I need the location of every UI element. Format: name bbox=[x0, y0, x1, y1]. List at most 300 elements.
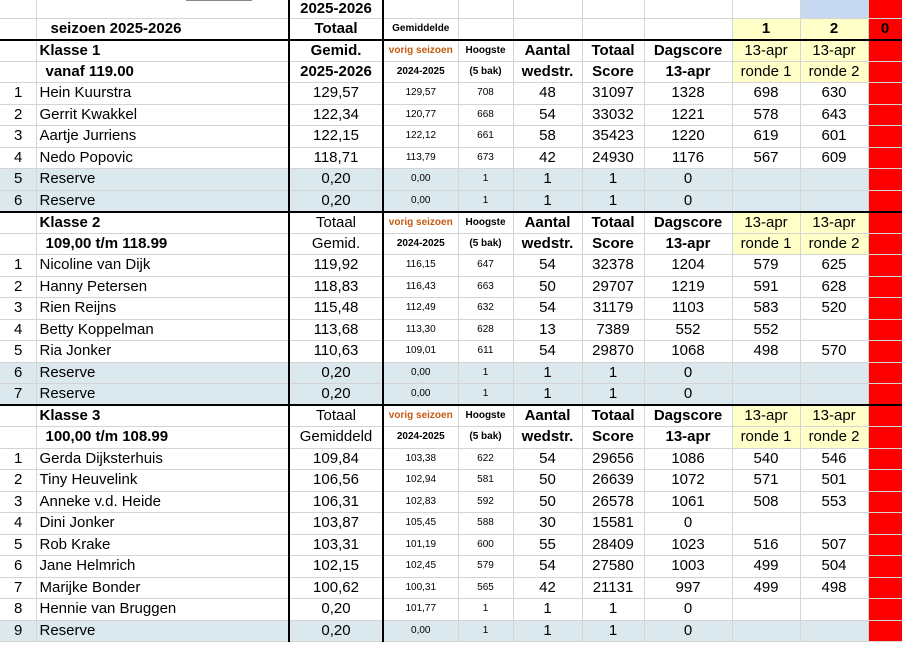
red-cell[interactable] bbox=[868, 298, 902, 320]
highest-cell[interactable]: 611 bbox=[458, 341, 513, 363]
red-cell[interactable] bbox=[868, 147, 902, 169]
rank-cell[interactable]: 5 bbox=[0, 341, 36, 363]
round-1-score-cell[interactable]: 698 bbox=[732, 83, 800, 105]
index-cell[interactable] bbox=[0, 233, 36, 255]
red-cell[interactable] bbox=[868, 126, 902, 148]
round-1-score-cell[interactable]: 619 bbox=[732, 126, 800, 148]
season-top-cell[interactable]: 2025-2026 bbox=[289, 0, 383, 18]
round-2-date-cell[interactable]: 13-apr bbox=[800, 40, 868, 62]
round-2-score-cell[interactable]: 628 bbox=[800, 276, 868, 298]
games-cell[interactable]: 30 bbox=[513, 513, 582, 535]
score-cell[interactable]: Score bbox=[582, 427, 644, 449]
rank-cell[interactable]: 1 bbox=[0, 255, 36, 277]
games-cell[interactable]: 55 bbox=[513, 534, 582, 556]
total-score-cell[interactable]: 1 bbox=[582, 599, 644, 621]
games-cell[interactable]: 50 bbox=[513, 491, 582, 513]
totaal-cell[interactable]: Totaal bbox=[582, 40, 644, 62]
red-cell[interactable] bbox=[868, 513, 902, 535]
day-score-cell[interactable]: 1221 bbox=[644, 104, 732, 126]
hoogste-cell[interactable]: Hoogste bbox=[458, 405, 513, 427]
day-score-cell[interactable]: 1072 bbox=[644, 470, 732, 492]
red-cell[interactable] bbox=[868, 61, 902, 83]
round-1-label-cell[interactable]: ronde 1 bbox=[732, 427, 800, 449]
round-1-score-cell[interactable]: 540 bbox=[732, 448, 800, 470]
red-cell[interactable] bbox=[868, 362, 902, 384]
total-score-cell[interactable]: 29707 bbox=[582, 276, 644, 298]
games-cell[interactable]: 1 bbox=[513, 599, 582, 621]
day-score-cell[interactable]: 1176 bbox=[644, 147, 732, 169]
games-cell[interactable]: 42 bbox=[513, 147, 582, 169]
total-score-cell[interactable]: 33032 bbox=[582, 104, 644, 126]
player-name-cell[interactable]: Gerrit Kwakkel bbox=[36, 104, 289, 126]
totaal-header-cell[interactable]: Totaal bbox=[289, 18, 383, 40]
round-1-score-cell[interactable]: 579 bbox=[732, 255, 800, 277]
total-score-cell[interactable]: 26578 bbox=[582, 491, 644, 513]
previous-average-cell[interactable]: 109,01 bbox=[383, 341, 458, 363]
player-name-cell[interactable]: Gerda Dijksterhuis bbox=[36, 448, 289, 470]
highest-cell[interactable]: 668 bbox=[458, 104, 513, 126]
col-a-bottom-cell[interactable]: Gemiddeld bbox=[289, 427, 383, 449]
day-score-cell[interactable]: 0 bbox=[644, 513, 732, 535]
bak-cell[interactable]: (5 bak) bbox=[458, 427, 513, 449]
totaal-cell[interactable]: Totaal bbox=[582, 405, 644, 427]
class-title-cell[interactable]: Klasse 2 bbox=[36, 212, 289, 234]
red-cell[interactable] bbox=[868, 319, 902, 341]
hoogste-cell[interactable]: Hoogste bbox=[458, 40, 513, 62]
round-1-score-cell[interactable]: 499 bbox=[732, 556, 800, 578]
average-cell[interactable]: 122,34 bbox=[289, 104, 383, 126]
average-cell[interactable]: 118,71 bbox=[289, 147, 383, 169]
highest-cell[interactable]: 708 bbox=[458, 83, 513, 105]
player-name-cell[interactable]: Hein Kuurstra bbox=[36, 83, 289, 105]
day-score-cell[interactable]: 0 bbox=[644, 362, 732, 384]
round-2-number-cell[interactable]: 2 bbox=[800, 18, 868, 40]
rank-cell[interactable]: 2 bbox=[0, 276, 36, 298]
average-cell[interactable]: 113,68 bbox=[289, 319, 383, 341]
player-name-cell[interactable]: Ria Jonker bbox=[36, 341, 289, 363]
rank-cell[interactable]: 1 bbox=[0, 83, 36, 105]
red-cell[interactable] bbox=[868, 233, 902, 255]
round-1-score-cell[interactable] bbox=[732, 169, 800, 191]
previous-average-cell[interactable]: 102,45 bbox=[383, 556, 458, 578]
previous-average-cell[interactable]: 116,43 bbox=[383, 276, 458, 298]
average-cell[interactable]: 0,20 bbox=[289, 384, 383, 406]
red-cell[interactable] bbox=[868, 169, 902, 191]
dagscore-cell[interactable]: Dagscore bbox=[644, 40, 732, 62]
index-cell[interactable] bbox=[0, 61, 36, 83]
average-cell[interactable]: 106,31 bbox=[289, 491, 383, 513]
player-name-cell[interactable]: Rob Krake bbox=[36, 534, 289, 556]
red-cell[interactable] bbox=[868, 341, 902, 363]
highest-cell[interactable]: 647 bbox=[458, 255, 513, 277]
previous-average-cell[interactable]: 0,00 bbox=[383, 169, 458, 191]
round-1-score-cell[interactable]: 508 bbox=[732, 491, 800, 513]
highest-cell[interactable]: 673 bbox=[458, 147, 513, 169]
round-1-score-cell[interactable]: 578 bbox=[732, 104, 800, 126]
player-name-cell[interactable]: Rien Reijns bbox=[36, 298, 289, 320]
player-name-cell[interactable]: Hanny Petersen bbox=[36, 276, 289, 298]
season-label-cell[interactable]: seizoen 2025-2026 bbox=[36, 18, 289, 40]
rank-cell[interactable]: 6 bbox=[0, 556, 36, 578]
round-2-score-cell[interactable] bbox=[800, 384, 868, 406]
class-range-cell[interactable]: vanaf 119.00 bbox=[36, 61, 289, 83]
day-score-cell[interactable]: 1220 bbox=[644, 126, 732, 148]
previous-average-cell[interactable]: 102,94 bbox=[383, 470, 458, 492]
index-cell[interactable] bbox=[0, 427, 36, 449]
highest-cell[interactable]: 1 bbox=[458, 384, 513, 406]
average-cell[interactable]: 103,87 bbox=[289, 513, 383, 535]
red-cell[interactable] bbox=[868, 556, 902, 578]
previous-average-cell[interactable]: 112,49 bbox=[383, 298, 458, 320]
zero-cell[interactable]: 0 bbox=[868, 18, 902, 40]
red-cell[interactable] bbox=[868, 104, 902, 126]
round-1-date-cell[interactable]: 13-apr bbox=[732, 40, 800, 62]
total-score-cell[interactable]: 1 bbox=[582, 190, 644, 212]
col-a-top-cell[interactable]: Totaal bbox=[289, 212, 383, 234]
red-cell[interactable] bbox=[868, 212, 902, 234]
player-name-cell[interactable]: Hennie van Bruggen bbox=[36, 599, 289, 621]
round-2-score-cell[interactable]: 501 bbox=[800, 470, 868, 492]
day-score-cell[interactable]: 0 bbox=[644, 190, 732, 212]
previous-average-cell[interactable]: 122,12 bbox=[383, 126, 458, 148]
red-cell[interactable] bbox=[868, 190, 902, 212]
total-score-cell[interactable]: 21131 bbox=[582, 577, 644, 599]
total-score-cell[interactable]: 29870 bbox=[582, 341, 644, 363]
wedstr-cell[interactable]: wedstr. bbox=[513, 61, 582, 83]
average-cell[interactable]: 110,63 bbox=[289, 341, 383, 363]
score-cell[interactable]: Score bbox=[582, 233, 644, 255]
total-score-cell[interactable]: 31097 bbox=[582, 83, 644, 105]
highest-cell[interactable]: 622 bbox=[458, 448, 513, 470]
dagscore-cell[interactable]: Dagscore bbox=[644, 212, 732, 234]
total-score-cell[interactable]: 1 bbox=[582, 362, 644, 384]
highest-cell[interactable]: 579 bbox=[458, 556, 513, 578]
player-name-cell[interactable]: Betty Koppelman bbox=[36, 319, 289, 341]
highest-cell[interactable]: 661 bbox=[458, 126, 513, 148]
day-score-cell[interactable]: 1328 bbox=[644, 83, 732, 105]
previous-average-cell[interactable]: 101,77 bbox=[383, 599, 458, 621]
games-cell[interactable]: 42 bbox=[513, 577, 582, 599]
dag-date-cell[interactable]: 13-apr bbox=[644, 427, 732, 449]
round-1-label-cell[interactable]: ronde 1 bbox=[732, 233, 800, 255]
previous-average-cell[interactable]: 101,19 bbox=[383, 534, 458, 556]
day-score-cell[interactable]: 1204 bbox=[644, 255, 732, 277]
games-cell[interactable]: 1 bbox=[513, 384, 582, 406]
highest-cell[interactable]: 1 bbox=[458, 362, 513, 384]
player-name-cell[interactable]: Reserve bbox=[36, 169, 289, 191]
average-cell[interactable]: 102,15 bbox=[289, 556, 383, 578]
round-2-score-cell[interactable] bbox=[800, 513, 868, 535]
red-cell[interactable] bbox=[868, 448, 902, 470]
games-cell[interactable]: 54 bbox=[513, 255, 582, 277]
previous-average-cell[interactable]: 116,15 bbox=[383, 255, 458, 277]
wedstr-cell[interactable]: wedstr. bbox=[513, 233, 582, 255]
average-cell[interactable]: 0,20 bbox=[289, 599, 383, 621]
highest-cell[interactable]: 1 bbox=[458, 169, 513, 191]
rank-cell[interactable]: 4 bbox=[0, 147, 36, 169]
class-range-cell[interactable]: 100,00 t/m 108.99 bbox=[36, 427, 289, 449]
red-cell[interactable] bbox=[868, 255, 902, 277]
round-2-score-cell[interactable]: 546 bbox=[800, 448, 868, 470]
dag-date-cell[interactable]: 13-apr bbox=[644, 61, 732, 83]
round-2-score-cell[interactable]: 570 bbox=[800, 341, 868, 363]
rank-cell[interactable]: 4 bbox=[0, 513, 36, 535]
red-cell[interactable] bbox=[868, 620, 902, 642]
total-score-cell[interactable]: 7389 bbox=[582, 319, 644, 341]
games-cell[interactable]: 54 bbox=[513, 298, 582, 320]
red-cell[interactable] bbox=[868, 40, 902, 62]
previous-average-cell[interactable]: 105,45 bbox=[383, 513, 458, 535]
player-name-cell[interactable]: Reserve bbox=[36, 620, 289, 642]
player-name-cell[interactable]: Aartje Jurriens bbox=[36, 126, 289, 148]
score-cell[interactable]: Score bbox=[582, 61, 644, 83]
round-2-score-cell[interactable]: 504 bbox=[800, 556, 868, 578]
previous-average-cell[interactable]: 100,31 bbox=[383, 577, 458, 599]
games-cell[interactable]: 54 bbox=[513, 448, 582, 470]
round-2-score-cell[interactable] bbox=[800, 599, 868, 621]
round-2-date-cell[interactable]: 13-apr bbox=[800, 212, 868, 234]
games-cell[interactable]: 1 bbox=[513, 362, 582, 384]
player-name-cell[interactable]: Reserve bbox=[36, 384, 289, 406]
red-cell[interactable] bbox=[868, 534, 902, 556]
average-cell[interactable]: 109,84 bbox=[289, 448, 383, 470]
round-1-score-cell[interactable]: 499 bbox=[732, 577, 800, 599]
total-score-cell[interactable]: 27580 bbox=[582, 556, 644, 578]
dag-date-cell[interactable]: 13-apr bbox=[644, 233, 732, 255]
round-2-score-cell[interactable]: 507 bbox=[800, 534, 868, 556]
col-a-top-cell[interactable]: Totaal bbox=[289, 405, 383, 427]
red-cell[interactable] bbox=[868, 491, 902, 513]
games-cell[interactable]: 54 bbox=[513, 556, 582, 578]
player-name-cell[interactable]: Marijke Bonder bbox=[36, 577, 289, 599]
red-cell[interactable] bbox=[868, 470, 902, 492]
totaal-cell[interactable]: Totaal bbox=[582, 212, 644, 234]
col-a-bottom-cell[interactable]: 2025-2026 bbox=[289, 61, 383, 83]
day-score-cell[interactable]: 1068 bbox=[644, 341, 732, 363]
round-2-score-cell[interactable] bbox=[800, 362, 868, 384]
vorig-years-cell[interactable]: 2024-2025 bbox=[383, 427, 458, 449]
wedstr-cell[interactable]: wedstr. bbox=[513, 427, 582, 449]
round-1-score-cell[interactable] bbox=[732, 384, 800, 406]
red-cell[interactable] bbox=[868, 405, 902, 427]
rank-cell[interactable]: 2 bbox=[0, 470, 36, 492]
round-1-score-cell[interactable] bbox=[732, 362, 800, 384]
previous-average-cell[interactable]: 113,30 bbox=[383, 319, 458, 341]
red-cell[interactable] bbox=[868, 276, 902, 298]
vorig-years-cell[interactable]: 2024-2025 bbox=[383, 233, 458, 255]
highest-cell[interactable]: 1 bbox=[458, 599, 513, 621]
previous-average-cell[interactable]: 102,83 bbox=[383, 491, 458, 513]
games-cell[interactable]: 1 bbox=[513, 169, 582, 191]
day-score-cell[interactable]: 1003 bbox=[644, 556, 732, 578]
average-cell[interactable]: 129,57 bbox=[289, 83, 383, 105]
highest-cell[interactable]: 663 bbox=[458, 276, 513, 298]
previous-average-cell[interactable]: 113,79 bbox=[383, 147, 458, 169]
average-cell[interactable]: 100,62 bbox=[289, 577, 383, 599]
total-score-cell[interactable]: 1 bbox=[582, 384, 644, 406]
day-score-cell[interactable]: 1061 bbox=[644, 491, 732, 513]
total-score-cell[interactable]: 1 bbox=[582, 620, 644, 642]
day-score-cell[interactable]: 1086 bbox=[644, 448, 732, 470]
total-score-cell[interactable]: 24930 bbox=[582, 147, 644, 169]
player-name-cell[interactable]: Anneke v.d. Heide bbox=[36, 491, 289, 513]
total-score-cell[interactable]: 35423 bbox=[582, 126, 644, 148]
highest-cell[interactable]: 588 bbox=[458, 513, 513, 535]
player-name-cell[interactable]: Nedo Popovic bbox=[36, 147, 289, 169]
vorig-seizoen-cell[interactable]: vorig seizoen bbox=[383, 212, 458, 234]
highest-cell[interactable]: 592 bbox=[458, 491, 513, 513]
highest-cell[interactable]: 600 bbox=[458, 534, 513, 556]
round-2-label-cell[interactable]: ronde 2 bbox=[800, 427, 868, 449]
round-2-score-cell[interactable]: 520 bbox=[800, 298, 868, 320]
round-2-score-cell[interactable]: 630 bbox=[800, 83, 868, 105]
round-1-date-cell[interactable]: 13-apr bbox=[732, 405, 800, 427]
rank-cell[interactable]: 7 bbox=[0, 577, 36, 599]
games-cell[interactable]: 1 bbox=[513, 620, 582, 642]
day-score-cell[interactable]: 0 bbox=[644, 384, 732, 406]
vorig-seizoen-cell[interactable]: vorig seizoen bbox=[383, 40, 458, 62]
previous-average-cell[interactable]: 120,77 bbox=[383, 104, 458, 126]
day-score-cell[interactable]: 997 bbox=[644, 577, 732, 599]
highest-cell[interactable]: 628 bbox=[458, 319, 513, 341]
rank-cell[interactable]: 5 bbox=[0, 534, 36, 556]
round-1-date-cell[interactable]: 13-apr bbox=[732, 212, 800, 234]
col-a-bottom-cell[interactable]: Gemid. bbox=[289, 233, 383, 255]
rank-cell[interactable]: 6 bbox=[0, 362, 36, 384]
average-cell[interactable]: 0,20 bbox=[289, 169, 383, 191]
round-1-score-cell[interactable]: 583 bbox=[732, 298, 800, 320]
round-1-score-cell[interactable]: 571 bbox=[732, 470, 800, 492]
total-score-cell[interactable]: 29656 bbox=[582, 448, 644, 470]
rank-cell[interactable]: 4 bbox=[0, 319, 36, 341]
col-a-top-cell[interactable]: Gemid. bbox=[289, 40, 383, 62]
day-score-cell[interactable]: 1219 bbox=[644, 276, 732, 298]
round-1-score-cell[interactable] bbox=[732, 513, 800, 535]
round-1-score-cell[interactable]: 591 bbox=[732, 276, 800, 298]
previous-average-cell[interactable]: 103,38 bbox=[383, 448, 458, 470]
round-1-score-cell[interactable]: 516 bbox=[732, 534, 800, 556]
previous-average-cell[interactable]: 0,00 bbox=[383, 362, 458, 384]
class-title-cell[interactable]: Klasse 3 bbox=[36, 405, 289, 427]
previous-average-cell[interactable]: 0,00 bbox=[383, 384, 458, 406]
class-range-cell[interactable]: 109,00 t/m 118.99 bbox=[36, 233, 289, 255]
red-cell[interactable] bbox=[868, 83, 902, 105]
red-cell[interactable] bbox=[868, 577, 902, 599]
red-cell[interactable] bbox=[868, 384, 902, 406]
round-1-score-cell[interactable]: 552 bbox=[732, 319, 800, 341]
round-2-score-cell[interactable]: 625 bbox=[800, 255, 868, 277]
average-cell[interactable]: 119,92 bbox=[289, 255, 383, 277]
round-1-score-cell[interactable]: 498 bbox=[732, 341, 800, 363]
red-cell[interactable] bbox=[868, 427, 902, 449]
highest-cell[interactable]: 1 bbox=[458, 620, 513, 642]
vorig-seizoen-cell[interactable]: vorig seizoen bbox=[383, 405, 458, 427]
player-name-cell[interactable]: Jane Helmrich bbox=[36, 556, 289, 578]
total-score-cell[interactable]: 1 bbox=[582, 169, 644, 191]
average-cell[interactable]: 0,20 bbox=[289, 190, 383, 212]
total-score-cell[interactable]: 15581 bbox=[582, 513, 644, 535]
player-name-cell[interactable]: Reserve bbox=[36, 190, 289, 212]
round-2-score-cell[interactable] bbox=[800, 620, 868, 642]
index-cell[interactable] bbox=[0, 405, 36, 427]
highest-cell[interactable]: 581 bbox=[458, 470, 513, 492]
aantal-cell[interactable]: Aantal bbox=[513, 212, 582, 234]
vorig-years-cell[interactable]: 2024-2025 bbox=[383, 61, 458, 83]
round-2-score-cell[interactable] bbox=[800, 319, 868, 341]
previous-average-cell[interactable]: 0,00 bbox=[383, 190, 458, 212]
average-cell[interactable]: 122,15 bbox=[289, 126, 383, 148]
day-score-cell[interactable]: 0 bbox=[644, 169, 732, 191]
round-2-label-cell[interactable]: ronde 2 bbox=[800, 61, 868, 83]
player-name-cell[interactable]: Dini Jonker bbox=[36, 513, 289, 535]
day-score-cell[interactable]: 1103 bbox=[644, 298, 732, 320]
bak-cell[interactable]: (5 bak) bbox=[458, 233, 513, 255]
average-cell[interactable]: 106,56 bbox=[289, 470, 383, 492]
games-cell[interactable]: 50 bbox=[513, 276, 582, 298]
games-cell[interactable]: 54 bbox=[513, 104, 582, 126]
total-score-cell[interactable]: 31179 bbox=[582, 298, 644, 320]
round-2-score-cell[interactable]: 498 bbox=[800, 577, 868, 599]
previous-average-cell[interactable]: 0,00 bbox=[383, 620, 458, 642]
games-cell[interactable]: 54 bbox=[513, 341, 582, 363]
round-2-score-cell[interactable]: 553 bbox=[800, 491, 868, 513]
rank-cell[interactable]: 3 bbox=[0, 298, 36, 320]
rank-cell[interactable]: 2 bbox=[0, 104, 36, 126]
player-name-cell[interactable]: Tiny Heuvelink bbox=[36, 470, 289, 492]
games-cell[interactable]: 13 bbox=[513, 319, 582, 341]
round-2-score-cell[interactable] bbox=[800, 190, 868, 212]
games-cell[interactable]: 1 bbox=[513, 190, 582, 212]
class-title-cell[interactable]: Klasse 1 bbox=[36, 40, 289, 62]
previous-average-cell[interactable]: 129,57 bbox=[383, 83, 458, 105]
aantal-cell[interactable]: Aantal bbox=[513, 405, 582, 427]
average-cell[interactable]: 0,20 bbox=[289, 362, 383, 384]
index-cell[interactable] bbox=[0, 212, 36, 234]
round-1-label-cell[interactable]: ronde 1 bbox=[732, 61, 800, 83]
rank-cell[interactable]: 1 bbox=[0, 448, 36, 470]
player-name-cell[interactable]: Reserve bbox=[36, 362, 289, 384]
round-2-score-cell[interactable]: 609 bbox=[800, 147, 868, 169]
rank-cell[interactable]: 5 bbox=[0, 169, 36, 191]
round-2-label-cell[interactable]: ronde 2 bbox=[800, 233, 868, 255]
average-cell[interactable]: 103,31 bbox=[289, 534, 383, 556]
round-1-score-cell[interactable] bbox=[732, 620, 800, 642]
round-2-score-cell[interactable] bbox=[800, 169, 868, 191]
day-score-cell[interactable]: 0 bbox=[644, 620, 732, 642]
hoogste-cell[interactable]: Hoogste bbox=[458, 212, 513, 234]
rank-cell[interactable]: 3 bbox=[0, 491, 36, 513]
day-score-cell[interactable]: 552 bbox=[644, 319, 732, 341]
red-cell[interactable] bbox=[868, 599, 902, 621]
average-cell[interactable]: 115,48 bbox=[289, 298, 383, 320]
total-score-cell[interactable]: 28409 bbox=[582, 534, 644, 556]
rank-cell[interactable]: 3 bbox=[0, 126, 36, 148]
aantal-cell[interactable]: Aantal bbox=[513, 40, 582, 62]
round-2-score-cell[interactable]: 643 bbox=[800, 104, 868, 126]
rank-cell[interactable]: 7 bbox=[0, 384, 36, 406]
games-cell[interactable]: 50 bbox=[513, 470, 582, 492]
rank-cell[interactable]: 8 bbox=[0, 599, 36, 621]
total-score-cell[interactable]: 32378 bbox=[582, 255, 644, 277]
player-name-cell[interactable]: Nicoline van Dijk bbox=[36, 255, 289, 277]
rank-cell[interactable]: 9 bbox=[0, 620, 36, 642]
day-score-cell[interactable]: 0 bbox=[644, 599, 732, 621]
round-1-score-cell[interactable] bbox=[732, 599, 800, 621]
round-1-score-cell[interactable] bbox=[732, 190, 800, 212]
highest-cell[interactable]: 1 bbox=[458, 190, 513, 212]
day-score-cell[interactable]: 1023 bbox=[644, 534, 732, 556]
games-cell[interactable]: 48 bbox=[513, 83, 582, 105]
